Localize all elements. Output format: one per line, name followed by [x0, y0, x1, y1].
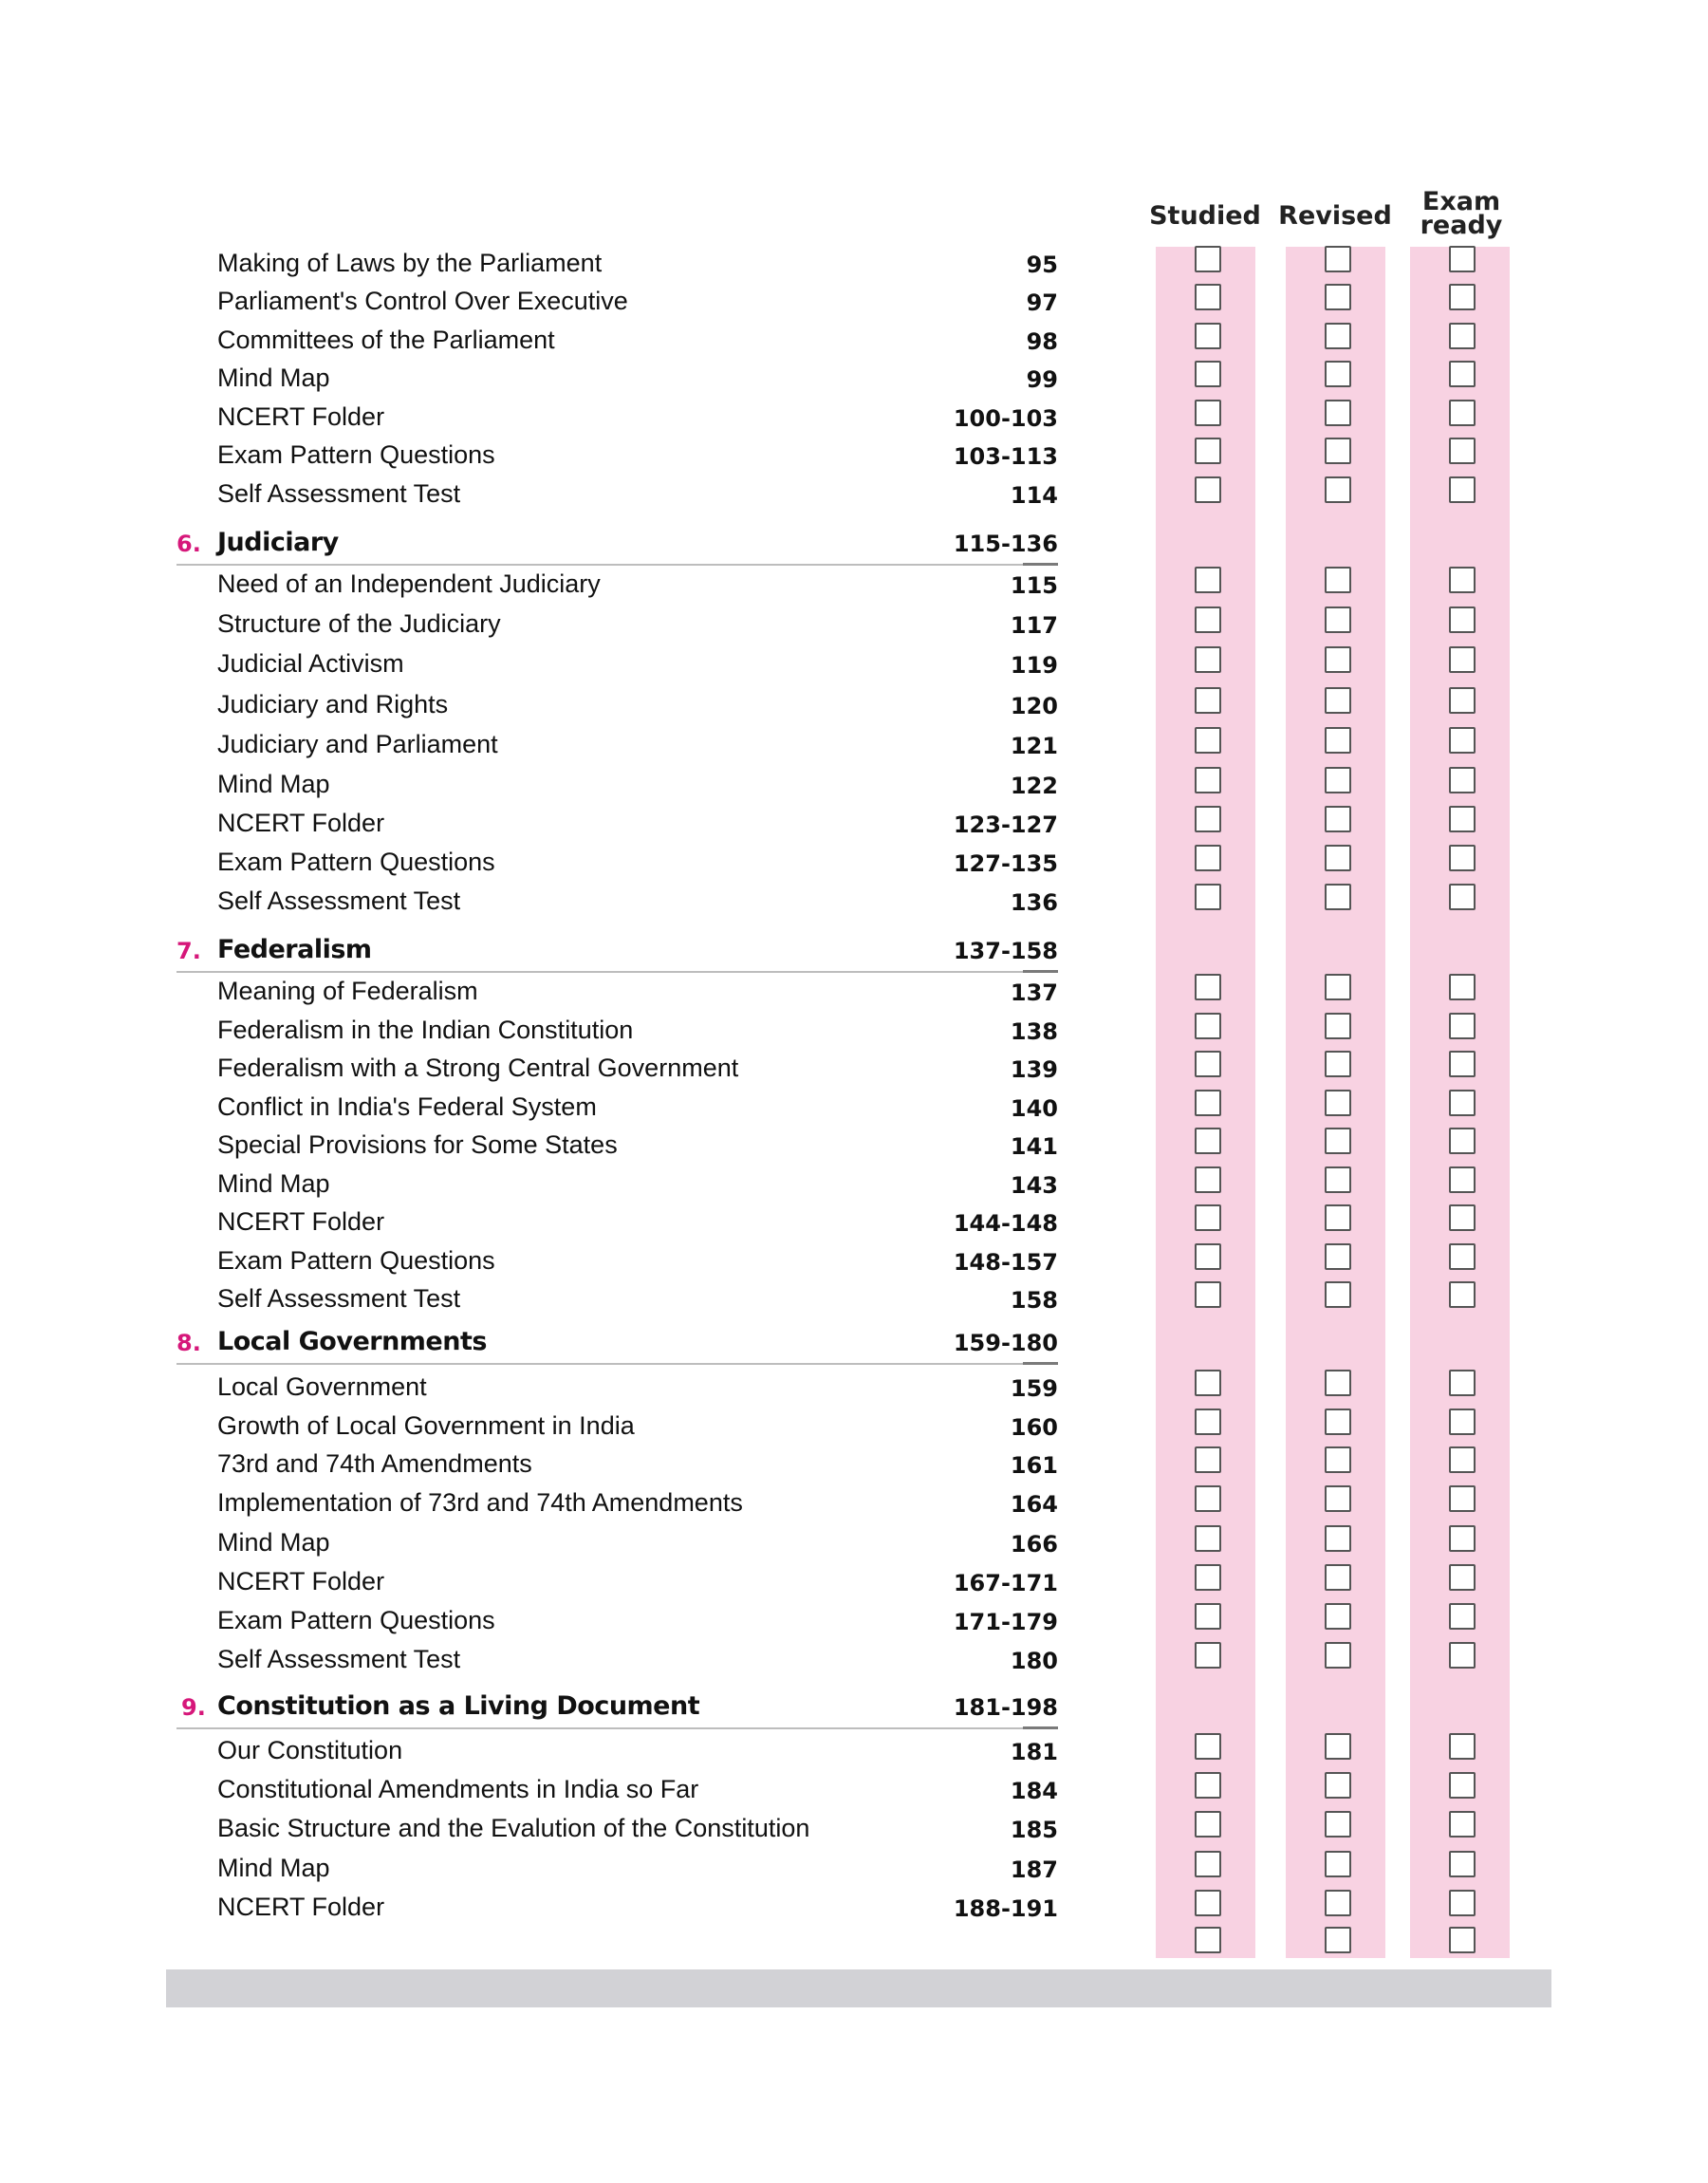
revised-checkbox[interactable]	[1325, 1890, 1351, 1916]
column-header-studied: Studied	[1149, 201, 1261, 231]
exam-ready-checkbox[interactable]	[1449, 687, 1476, 714]
topic-pages: 117	[1010, 612, 1058, 639]
topic-title: Self Assessment Test	[217, 1645, 461, 1673]
revised-checkbox[interactable]	[1325, 1051, 1351, 1077]
topic-pages: 136	[1010, 889, 1058, 916]
topic-pages: 159	[1010, 1375, 1058, 1402]
topic-title: Self Assessment Test	[217, 886, 461, 915]
studied-checkbox[interactable]	[1195, 1013, 1221, 1039]
revised-checkbox[interactable]	[1325, 1370, 1351, 1396]
exam-ready-checkbox[interactable]	[1449, 767, 1476, 793]
exam-ready-checkbox[interactable]	[1449, 1204, 1476, 1231]
topic-pages: 95	[1026, 252, 1058, 278]
studied-checkbox[interactable]	[1195, 1370, 1221, 1396]
exam-ready-checkbox[interactable]	[1449, 1243, 1476, 1270]
topic-title: Local Government	[217, 1372, 427, 1401]
revised-checkbox[interactable]	[1325, 567, 1351, 593]
topic-pages: 120	[1010, 693, 1058, 719]
revised-checkbox[interactable]	[1325, 361, 1351, 387]
topic-pages: 164	[1010, 1491, 1058, 1518]
topic-pages: 119	[1010, 652, 1058, 679]
exam-ready-checkbox[interactable]	[1449, 727, 1476, 754]
topic-title: Self Assessment Test	[217, 479, 461, 508]
exam-ready-checkbox[interactable]	[1449, 1281, 1476, 1308]
topic-pages: 180	[1010, 1648, 1058, 1674]
exam-ready-checkbox[interactable]	[1449, 246, 1476, 272]
revised-checkbox[interactable]	[1325, 284, 1351, 310]
studied-checkbox[interactable]	[1195, 246, 1221, 272]
topic-pages: 114	[1010, 482, 1058, 509]
studied-checkbox[interactable]	[1195, 767, 1221, 793]
topic-pages: 188-191	[953, 1895, 1058, 1922]
exam-ready-checkbox[interactable]	[1449, 884, 1476, 910]
revised-checkbox[interactable]	[1325, 845, 1351, 871]
chapter-number: 6.	[176, 531, 201, 557]
topic-title: Special Provisions for Some States	[217, 1130, 618, 1159]
topic-pages: 187	[1010, 1856, 1058, 1883]
exam-ready-checkbox[interactable]	[1449, 1642, 1476, 1669]
chapter-divider	[176, 564, 1058, 566]
studied-checkbox[interactable]	[1195, 687, 1221, 714]
exam-ready-checkbox[interactable]	[1449, 323, 1476, 349]
exam-ready-checkbox[interactable]	[1449, 1013, 1476, 1039]
exam-ready-checkbox[interactable]	[1449, 1564, 1476, 1591]
footer-bar	[166, 1969, 1551, 2007]
topic-title: Conflict in India's Federal System	[217, 1092, 597, 1121]
exam-ready-checkbox[interactable]	[1449, 361, 1476, 387]
studied-checkbox[interactable]	[1195, 1090, 1221, 1116]
topic-title: Self Assessment Test	[217, 1284, 461, 1313]
chapter-title: Constitution as a Living Document	[217, 1691, 700, 1721]
chapter-number: 7.	[176, 938, 201, 964]
exam-ready-checkbox[interactable]	[1449, 806, 1476, 832]
exam-ready-checkbox[interactable]	[1449, 1525, 1476, 1552]
revised-checkbox[interactable]	[1325, 1204, 1351, 1231]
revised-checkbox[interactable]	[1325, 646, 1351, 673]
topic-title: Constitutional Amendments in India so Far	[217, 1775, 699, 1803]
revised-checkbox[interactable]	[1325, 1642, 1351, 1669]
topic-title: Judicial Activism	[217, 649, 404, 678]
topic-pages: 184	[1010, 1778, 1058, 1804]
topic-title: Exam Pattern Questions	[217, 440, 495, 469]
topic-pages: 166	[1010, 1531, 1058, 1558]
revised-checkbox[interactable]	[1325, 323, 1351, 349]
revised-checkbox[interactable]	[1325, 767, 1351, 793]
exam-ready-checkbox[interactable]	[1449, 1603, 1476, 1630]
column-header-exam-ready-line2: ready	[1420, 211, 1503, 240]
chapter-divider	[176, 1363, 1058, 1365]
topic-title: Meaning of Federalism	[217, 977, 478, 1005]
revised-checkbox[interactable]	[1325, 1927, 1351, 1953]
exam-ready-checkbox[interactable]	[1449, 1051, 1476, 1077]
topic-title: Exam Pattern Questions	[217, 848, 495, 876]
exam-ready-checkbox[interactable]	[1449, 1370, 1476, 1396]
revised-checkbox[interactable]	[1325, 438, 1351, 464]
chapter-divider-accent	[1023, 1362, 1058, 1365]
studied-checkbox[interactable]	[1195, 1772, 1221, 1799]
topic-title: NCERT Folder	[217, 1893, 385, 1921]
topic-pages: 171-179	[953, 1609, 1058, 1635]
topic-pages: 137	[1010, 980, 1058, 1006]
topic-pages: 161	[1010, 1452, 1058, 1479]
topic-title: NCERT Folder	[217, 1207, 385, 1236]
exam-ready-checkbox[interactable]	[1449, 974, 1476, 1000]
exam-ready-checkbox[interactable]	[1449, 1851, 1476, 1877]
topic-pages: 123-127	[953, 812, 1058, 838]
topic-pages: 121	[1010, 733, 1058, 759]
topic-pages: 115	[1010, 572, 1058, 599]
column-header-exam-ready-line1: Exam	[1421, 187, 1501, 216]
studied-checkbox[interactable]	[1195, 567, 1221, 593]
topic-title: Federalism with a Strong Central Government	[217, 1054, 739, 1082]
studied-checkbox[interactable]	[1195, 400, 1221, 426]
column-header-exam-ready	[1404, 187, 1518, 240]
topic-pages: 138	[1010, 1018, 1058, 1045]
topic-title: Mind Map	[217, 364, 330, 392]
revised-checkbox[interactable]	[1325, 1446, 1351, 1473]
topic-title: Implementation of 73rd and 74th Amendments	[217, 1488, 743, 1517]
studied-checkbox[interactable]	[1195, 606, 1221, 633]
chapter-divider-accent	[1023, 1726, 1058, 1729]
topic-title: Our Constitution	[217, 1736, 403, 1764]
revised-checkbox[interactable]	[1325, 1564, 1351, 1591]
exam-ready-checkbox[interactable]	[1449, 1485, 1476, 1512]
revised-checkbox[interactable]	[1325, 606, 1351, 633]
topic-pages: 127-135	[953, 850, 1058, 877]
topic-pages: 160	[1010, 1414, 1058, 1441]
revised-checkbox[interactable]	[1325, 1409, 1351, 1435]
revised-checkbox[interactable]	[1325, 1851, 1351, 1877]
chapter-pages: 181-198	[953, 1694, 1058, 1721]
revised-checkbox[interactable]	[1325, 1128, 1351, 1154]
topic-title: Mind Map	[217, 1169, 330, 1198]
chapter-number: 8.	[176, 1330, 201, 1356]
exam-ready-checkbox[interactable]	[1449, 1090, 1476, 1116]
exam-ready-checkbox[interactable]	[1449, 1772, 1476, 1799]
chapter-pages: 115-136	[953, 531, 1058, 557]
studied-checkbox[interactable]	[1195, 1243, 1221, 1270]
studied-checkbox[interactable]	[1195, 1733, 1221, 1760]
exam-ready-checkbox[interactable]	[1449, 1166, 1476, 1193]
topic-title: Structure of the Judiciary	[217, 609, 501, 638]
chapter-divider-accent	[1023, 970, 1058, 973]
topic-title: 73rd and 74th Amendments	[217, 1449, 532, 1478]
topic-pages: 185	[1010, 1817, 1058, 1843]
studied-checkbox[interactable]	[1195, 1409, 1221, 1435]
chapter-title: Local Governments	[217, 1327, 487, 1356]
studied-checkbox[interactable]	[1195, 1051, 1221, 1077]
studied-checkbox[interactable]	[1195, 1128, 1221, 1154]
topic-pages: 100-103	[953, 405, 1058, 432]
chapter-divider-accent	[1023, 563, 1058, 566]
exam-ready-checkbox[interactable]	[1449, 1409, 1476, 1435]
chapter-title: Judiciary	[217, 528, 339, 557]
revised-checkbox[interactable]	[1325, 1603, 1351, 1630]
topic-title: NCERT Folder	[217, 402, 385, 431]
topic-title: Judiciary and Parliament	[217, 730, 498, 758]
revised-checkbox[interactable]	[1325, 974, 1351, 1000]
revised-checkbox[interactable]	[1325, 687, 1351, 714]
topic-title: NCERT Folder	[217, 809, 385, 837]
topic-pages: 140	[1010, 1095, 1058, 1122]
topic-pages: 158	[1010, 1287, 1058, 1314]
topic-pages: 148-157	[953, 1249, 1058, 1276]
topic-title: Basic Structure and the Evalution of the Constitution	[217, 1814, 810, 1842]
revised-checkbox[interactable]	[1325, 246, 1351, 272]
studied-checkbox[interactable]	[1195, 1564, 1221, 1591]
revised-checkbox[interactable]	[1325, 400, 1351, 426]
studied-checkbox[interactable]	[1195, 1525, 1221, 1552]
studied-checkbox[interactable]	[1195, 1446, 1221, 1473]
studied-checkbox[interactable]	[1195, 1166, 1221, 1193]
exam-ready-checkbox[interactable]	[1449, 567, 1476, 593]
studied-checkbox[interactable]	[1195, 646, 1221, 673]
studied-checkbox[interactable]	[1195, 884, 1221, 910]
topic-pages: 144-148	[953, 1210, 1058, 1237]
studied-checkbox[interactable]	[1195, 727, 1221, 754]
topic-pages: 167-171	[953, 1570, 1058, 1596]
revised-checkbox[interactable]	[1325, 1733, 1351, 1760]
revised-checkbox[interactable]	[1325, 1090, 1351, 1116]
studied-checkbox[interactable]	[1195, 1927, 1221, 1953]
exam-ready-checkbox[interactable]	[1449, 1811, 1476, 1838]
studied-checkbox[interactable]	[1195, 845, 1221, 871]
revised-checkbox[interactable]	[1325, 1485, 1351, 1512]
studied-checkbox[interactable]	[1195, 476, 1221, 503]
topic-title: Mind Map	[217, 1854, 330, 1882]
revised-checkbox[interactable]	[1325, 727, 1351, 754]
revised-checkbox[interactable]	[1325, 1772, 1351, 1799]
studied-checkbox[interactable]	[1195, 1851, 1221, 1877]
studied-checkbox[interactable]	[1195, 1281, 1221, 1308]
exam-ready-checkbox[interactable]	[1449, 476, 1476, 503]
revised-checkbox[interactable]	[1325, 1525, 1351, 1552]
studied-checkbox[interactable]	[1195, 361, 1221, 387]
chapter-pages: 137-158	[953, 938, 1058, 964]
studied-checkbox[interactable]	[1195, 1485, 1221, 1512]
revised-checkbox[interactable]	[1325, 1281, 1351, 1308]
chapter-divider	[176, 971, 1058, 973]
topic-title: Growth of Local Government in India	[217, 1411, 635, 1440]
studied-checkbox[interactable]	[1195, 1890, 1221, 1916]
exam-ready-checkbox[interactable]	[1449, 1927, 1476, 1953]
topic-pages: 139	[1010, 1056, 1058, 1083]
topic-title: Making of Laws by the Parliament	[217, 249, 603, 277]
topic-title: Mind Map	[217, 1528, 330, 1557]
studied-checkbox[interactable]	[1195, 1204, 1221, 1231]
topic-pages: 143	[1010, 1172, 1058, 1199]
topic-title: Exam Pattern Questions	[217, 1246, 495, 1275]
topic-pages: 99	[1026, 366, 1058, 393]
exam-ready-checkbox[interactable]	[1449, 606, 1476, 633]
studied-checkbox[interactable]	[1195, 1642, 1221, 1669]
revised-checkbox[interactable]	[1325, 806, 1351, 832]
studied-checkbox[interactable]	[1195, 284, 1221, 310]
chapter-divider	[176, 1727, 1058, 1729]
topic-pages: 103-113	[953, 443, 1058, 470]
revised-checkbox[interactable]	[1325, 1243, 1351, 1270]
chapter-pages: 159-180	[953, 1330, 1058, 1356]
studied-checkbox[interactable]	[1195, 323, 1221, 349]
studied-checkbox[interactable]	[1195, 438, 1221, 464]
topic-title: Exam Pattern Questions	[217, 1606, 495, 1634]
exam-ready-checkbox[interactable]	[1449, 646, 1476, 673]
topic-pages: 141	[1010, 1133, 1058, 1160]
topic-title: Need of an Independent Judiciary	[217, 569, 601, 598]
studied-checkbox[interactable]	[1195, 1811, 1221, 1838]
topic-pages: 98	[1026, 328, 1058, 355]
exam-ready-checkbox[interactable]	[1449, 1128, 1476, 1154]
exam-ready-checkbox[interactable]	[1449, 284, 1476, 310]
topic-title: Mind Map	[217, 770, 330, 798]
topic-title: Judiciary and Rights	[217, 690, 449, 718]
revised-checkbox[interactable]	[1325, 1013, 1351, 1039]
topic-title: Federalism in the Indian Constitution	[217, 1016, 634, 1044]
revised-checkbox[interactable]	[1325, 884, 1351, 910]
topic-pages: 122	[1010, 773, 1058, 799]
topic-title: NCERT Folder	[217, 1567, 385, 1595]
exam-ready-checkbox[interactable]	[1449, 845, 1476, 871]
studied-checkbox[interactable]	[1195, 974, 1221, 1000]
exam-ready-checkbox[interactable]	[1449, 438, 1476, 464]
studied-checkbox[interactable]	[1195, 1603, 1221, 1630]
revised-checkbox[interactable]	[1325, 1811, 1351, 1838]
exam-ready-checkbox[interactable]	[1449, 1446, 1476, 1473]
chapter-title: Federalism	[217, 935, 372, 964]
exam-ready-checkbox[interactable]	[1449, 400, 1476, 426]
topic-title: Committees of the Parliament	[217, 326, 555, 354]
topic-title: Parliament's Control Over Executive	[217, 287, 628, 315]
studied-checkbox[interactable]	[1195, 806, 1221, 832]
column-header-revised: Revised	[1278, 201, 1392, 231]
exam-ready-checkbox[interactable]	[1449, 1890, 1476, 1916]
topic-pages: 181	[1010, 1739, 1058, 1765]
revised-checkbox[interactable]	[1325, 476, 1351, 503]
exam-ready-checkbox[interactable]	[1449, 1733, 1476, 1760]
chapter-number: 9.	[181, 1694, 206, 1721]
revised-checkbox[interactable]	[1325, 1166, 1351, 1193]
topic-pages: 97	[1026, 289, 1058, 316]
